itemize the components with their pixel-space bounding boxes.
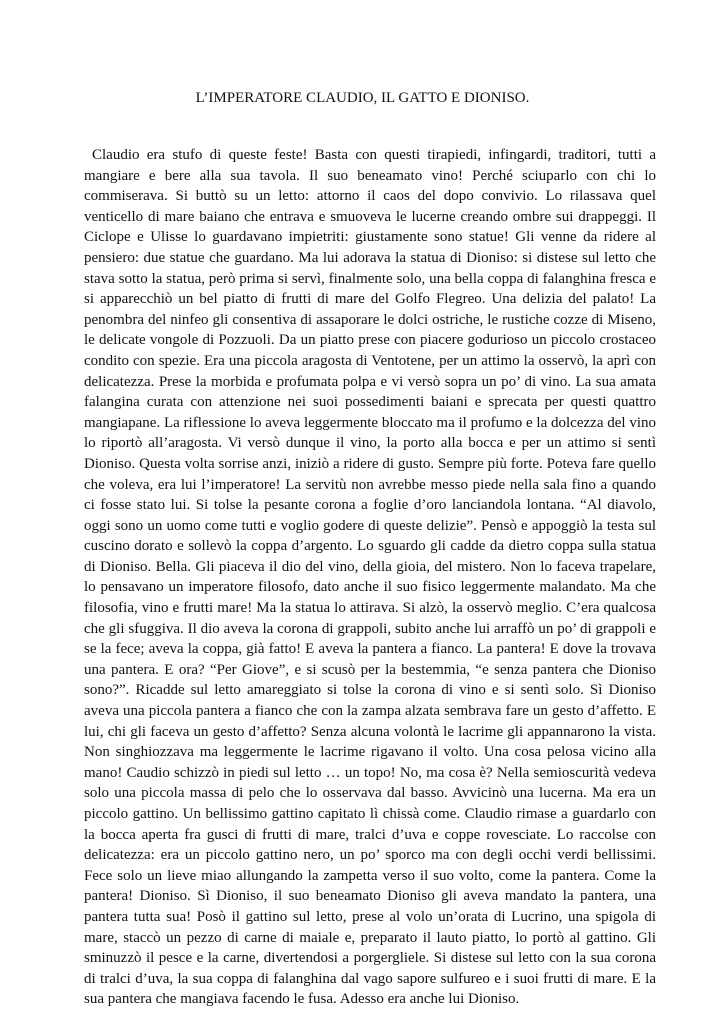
document-title: L’IMPERATORE CLAUDIO, IL GATTO E DIONISO.	[195, 90, 530, 106]
body-paragraph: Claudio era stufo di queste feste! Basta con questi tirapiedi, infingardi, traditori, tutti a mangiare e bere alla sua tavola. Il suo beneamato vino! Perché sciuparlo con chi lo commiserava. Si buttò su un letto: attorno il caos del dopo convivio. Lo rilassava quel venticello di mare baiano che entrava e smuoveva le lucerne creando ombre sui drappeggi. Il Ciclope e Ulisse lo guardavano impietriti: giustamente sono statue! Gli venne da ridere al pensiero: due statue che guardano. Ma lui adorava la statua di Dioniso: si distese sul letto che stava sotto la statua, però prima si servì, finalmente solo, una bella coppa di falanghina fresca e si apparecchiò un bel piatto di frutti di mare del Golfo Flegreo. Una delizia del palato! La penombra del ninfeo gli consentiva di assaporare le dolci ostriche, le rustiche cozze di Miseno, le delicate vongole di Pozzuoli. Da un piatto prese con piacere godurioso un piccolo crostaceo condito con spezie. Era una piccola aragosta di Ventotene, per un attimo la osservò, la aprì con delicatezza. Prese la morbida e profumata polpa e vi versò sopra un po’ di vino. La sua amata falangina curata con attenzione nei suoi possedimenti baiani e sprecata per questi quattro mangiapane. La riflessione lo aveva leggermente bloccato ma il profumo e la dolcezza del vino lo riportò all’aragosta. Vi versò dunque il vino, la porto alla bocca e per un attimo si sentì Dioniso. Questa volta sorrise anzi, iniziò a ridere di gusto. Sempre più forte. Poteva fare quello che voleva, era lui l’imperatore! La servitù non avrebbe messo piede nella sala fino a quando ci fosse stato lui. Si tolse la pesante corona a foglie d’oro lanciandola lontana. “Al diavolo, oggi sono un uomo come tutti e voglio godere di queste delizie”. Pensò e appoggiò la testa sul cuscino dorato e sollevò la coppa d’argento. Lo sguardo gli cadde da dietro coppa sulla statua di Dioniso. Bella. Gli piaceva il dio del vino, della gioia, del mistero. Non lo faceva trapelare, lo pensavano un imperatore filosofo, dato anche il suo fisico leggermente malandato. Ma che filosofia, vino e frutti mare! Ma la statua lo attirava. Si alzò, la osservò meglio. C’era qualcosa che gli sfuggiva. Il dio aveva la corona di grappoli, subito anche lui arraffò un po’ di grappoli e se la fece; aveva la coppa, già fatto! E aveva la pantera a fianco. La pantera! E dove la trovava una pantera. E ora? “Per Giove”, e si scusò per la bestemmia, “e senza pantera che Dioniso sono?”. Ricadde sul letto amareggiato si tolse la corona di vino e si sentì solo. Sì Dioniso aveva una piccola pantera a fianco che con la zampa alzata sembrava fare un gesto d’affetto. E lui, chi gli faceva un gesto d’affetto? Senza alcuna volontà le lacrime gli appannarono la vista. Non singhiozzava ma leggermente le lacrime rigavano il volto. Una cosa pelosa vicino alla mano! Caudio schizzò in piedi sul letto … un topo! No, ma cosa è? Nella semioscurità vedeva solo una piccola massa di pelo che lo osservava dal basso. Avvicinò una lucerna. Ma era un piccolo gattino. Un bellissimo gattino capitato lì chissà come. Claudio rimase a guardarlo con la bocca aperta fra gusci di frutti di mare, tralci d’uva e coppe rovesciate. Lo raccolse con delicatezza: era un piccolo gattino nero, un po’ sporco ma con degli occhi verdi bellissimi. Fece solo un lieve miao allungando la zampetta verso il suo volto, come la pantera. Come la pantera! Dioniso. Sì Dioniso, il suo beneamato Dioniso gli aveva mandato la pantera, una pantera tutta sua! Posò il gattino sul letto, prese al volo un’orata di Lucrino, una spigola di mare, staccò un pezzo di carne di maiale e, preparato il lauto piatto, lo portò al gattino. Gli sminuzzò il pesce e la carne, divertendosi a porgergliele. Si distese sul letto con la sua corona di tralci d’uva, la sua coppa di falanghina dal vago sapore sulfureo e i suoi frutti di mare. E la sua pantera che mangiava facendo le fusa. Adesso era anche lui Dioniso.	[84, 147, 656, 1008]
